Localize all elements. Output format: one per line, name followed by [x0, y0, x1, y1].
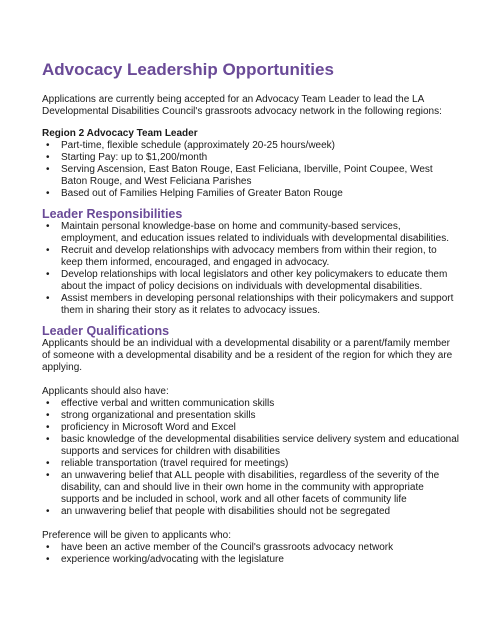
preference-list: [42, 542, 459, 566]
list-item: • have been an active member of the Council's grassroots advocacy network: [42, 542, 459, 554]
responsibilities-list: [42, 221, 459, 317]
qualifications-list: [42, 398, 459, 518]
list-item: • strong organizational and presentation skills: [42, 410, 459, 422]
region-list: [42, 140, 459, 200]
list-item: • Assist members in developing personal relationships with their policymakers and support them in sharing their story as it relates to advocacy issues.: [42, 293, 459, 317]
list-item: • effective verbal and written communication skills: [42, 398, 459, 410]
qualifications-heading: Leader Qualifications: [42, 324, 170, 338]
responsibilities-heading: Leader Responsibilities: [42, 207, 183, 221]
list-item: • basic knowledge of the developmental disabilities service delivery system and educational supports and services for children with disabilities: [42, 434, 459, 458]
list-item: • Part-time, flexible schedule (approximately 20-25 hours/week): [42, 140, 459, 152]
region-heading: Region 2 Advocacy Team Leader: [42, 128, 198, 139]
list-item: • Recruit and develop relationships with advocacy members from within their region, to keep them informed, encouraged, and engaged in advocacy.: [42, 245, 459, 269]
list-item: • Serving Ascension, East Baton Rouge, East Feliciana, Iberville, Point Coupee, West Baton Rouge, and West Feliciana Parishes: [42, 164, 459, 188]
list-item: • Based out of Families Helping Families of Greater Baton Rouge: [42, 188, 459, 200]
preference-intro: Preference will be given to applicants who:: [42, 530, 231, 541]
list-item: • Starting Pay: up to $1,200/month: [42, 152, 459, 164]
qualifications-also-intro: Applicants should also have:: [42, 386, 169, 397]
intro-paragraph: Applications are currently being accepted for an Advocacy Team Leader to lead the LA Developmental Disabilities Council's grassroots advocacy network in the following regions:: [42, 94, 442, 117]
qualifications-intro: Applicants should be an individual with a developmental disability or a parent/family member of someone with a developmental disability and be a resident of the region for which they are applying.: [42, 338, 453, 373]
list-item: • Maintain personal knowledge-base on home and community-based services, employment, and education issues related to individuals with developmental disabilities.: [42, 221, 459, 245]
list-item: • an unwavering belief that ALL people with disabilities, regardless of the severity of the disability, can and should live in their own home in the community with appropriate supports and be included in school, work and all other facets of community life: [42, 470, 459, 506]
list-item: • proficiency in Microsoft Word and Excel: [42, 422, 459, 434]
list-item: • an unwavering belief that people with disabilities should not be segregated: [42, 506, 459, 518]
page-title: Advocacy Leadership Opportunities: [42, 60, 334, 79]
list-item: • Develop relationships with local legislators and other key policymakers to educate them about the impact of policy decisions on individuals with developmental disabilities.: [42, 269, 459, 293]
list-item: • reliable transportation (travel required for meetings): [42, 458, 459, 470]
list-item: • experience working/advocating with the legislature: [42, 554, 459, 566]
